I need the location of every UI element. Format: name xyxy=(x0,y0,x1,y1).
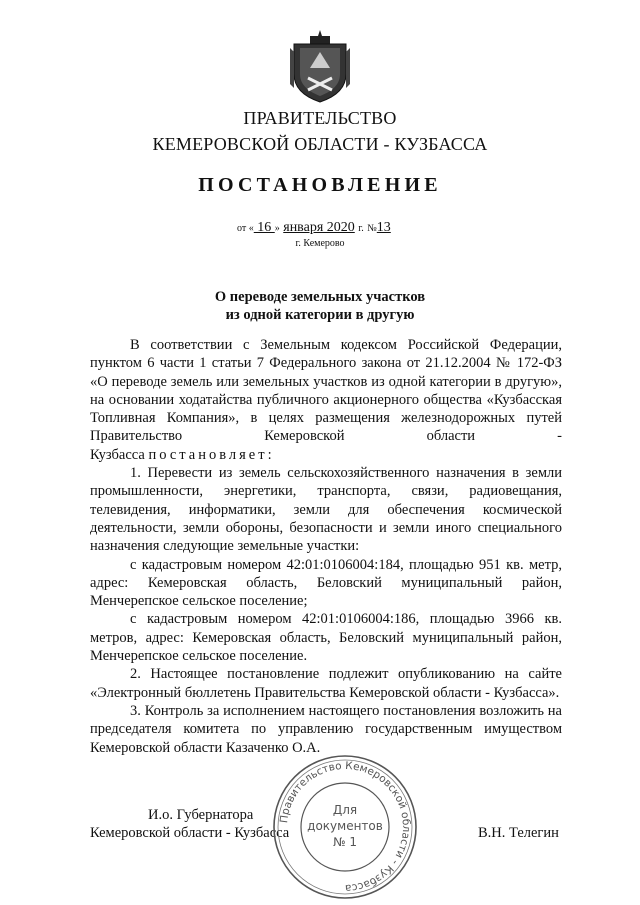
date-from-label: от « xyxy=(237,223,254,234)
signatory-title xyxy=(90,806,289,843)
document-number: 13 xyxy=(376,220,391,235)
item-1a-plot: с кадастровым номером 42:01:0106004:184, площадью 951 кв. метр, адрес: Кемеровская область, Беловский муниципальный район, Менчерепское сельское поселение; xyxy=(90,556,562,610)
document-type-title: ПОСТАНОВЛЕНИЕ xyxy=(198,174,442,196)
signatory-name: В.Н. Телегин xyxy=(478,825,559,841)
date-close-quote: » xyxy=(274,223,280,234)
document-number-label: № xyxy=(367,223,377,234)
heading-line2: из одной категории в другую xyxy=(225,307,415,323)
document-body xyxy=(90,336,562,757)
signatory-title-line2: Кемеровской области - Кузбасса xyxy=(90,825,290,842)
coat-of-arms-emblem xyxy=(288,28,352,104)
stamp-center-line3: № 1 xyxy=(333,835,357,849)
stamp-ring-text: Правительство Кемеровской области - Кузбасса xyxy=(278,759,413,895)
stamp-center-line1: Для xyxy=(332,803,358,817)
item-2-paragraph: 2. Настоящее постановление подлежит опубликованию на сайте «Электронный бюллетень Правительства Кемеровской области - Кузбасса». xyxy=(90,666,562,701)
item-1b-plot: с кадастровым номером 42:01:0106004:186, площадью 3966 кв. метров, адрес: Кемеровская область, Беловский муниципальный район, Менчерепское сельское поселение. xyxy=(90,611,562,665)
intro-ending xyxy=(90,446,562,464)
document-heading xyxy=(0,288,640,324)
official-stamp xyxy=(270,752,420,902)
intro-end-word: Кузбасса xyxy=(90,446,145,463)
government-name-line1: ПРАВИТЕЛЬСТВО xyxy=(243,108,397,128)
signatory-title-line1: И.о. Губернатора xyxy=(148,807,254,823)
date-year-suffix: г. xyxy=(358,223,364,234)
decides-phrase: постановляет: xyxy=(148,446,275,463)
date-day: 16 xyxy=(253,220,275,235)
stamp-center-line2: документов xyxy=(307,819,383,833)
intro-paragraph: В соответствии с Земельным кодексом Российской Федерации, пунктом 6 части 1 статьи 7 Федерального закона от 21.12.2004 № 172-ФЗ «О переводе земель или земельных участков из одной категории в другую», на основании ходатайства публичного акционерного общества «Кузбасская Топливная Компания», в целях размещения железнодорожных путей Правительство Кемеровской области - xyxy=(90,337,562,445)
date-month-year: января 2020 xyxy=(283,220,355,235)
item-1-paragraph: 1. Перевести из земель сельскохозяйственного назначения в земли промышленности, энергетики, транспорта, связи, радиовещания, телевидения, информатики, земли для обеспечения космической деятельности, земли обороны, безопасности и земли иного специального назначения следующие земельные участки: xyxy=(90,465,562,555)
city-label: г. Кемерово xyxy=(295,238,345,249)
item-3-paragraph: 3. Контроль за исполнением настоящего постановления возложить на председателя комитета по управлению государственным имуществом Кемеровской области Казаченко О.А. xyxy=(90,702,562,756)
government-name-line2: КЕМЕРОВСКОЙ ОБЛАСТИ - КУЗБАССА xyxy=(152,134,488,154)
date-number-line xyxy=(237,220,391,236)
heading-line1: О переводе земельных участков xyxy=(214,289,426,305)
